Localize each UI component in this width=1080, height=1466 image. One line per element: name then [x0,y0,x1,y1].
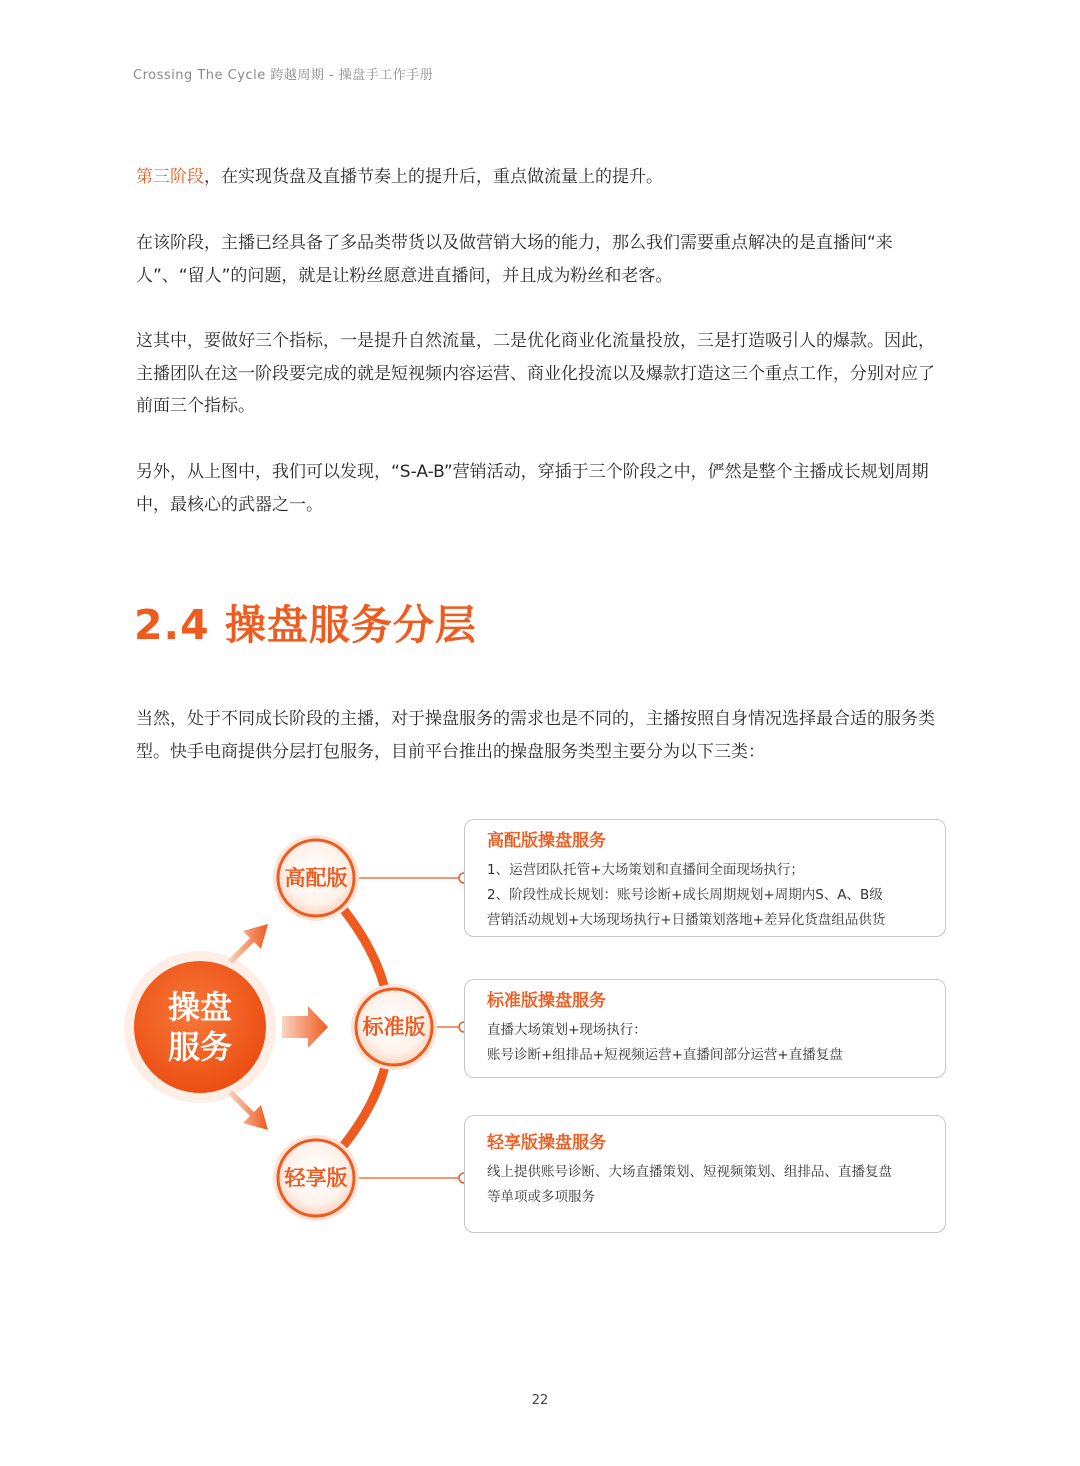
section-intro: 当然，处于不同成长阶段的主播，对于操盘服务的需求也是不同的，主播按照自身情况选择最合适的服务类型。快手电商提供分层打包服务，目前平台推出的操盘服务类型主要分为以下三类： [136,709,935,762]
paragraph-indicators: 这其中，要做好三个指标，一是提升自然流量，二是优化商业化流量投放，三是打造吸引人的爆款。因此，主播团队在这一阶段要完成的就是短视频内容运营、商业化投流以及爆款打造这三个重点工作，分别对应了前面三个指标。 [136,331,935,416]
page-number: 22 [531,1393,549,1408]
arrow-right-icon [282,1006,328,1048]
tier-box-line: 线上提供账号诊断、大场直播策划、短视频策划、组排品、直播复盘 [487,1164,892,1180]
center-label-line2: 服务 [167,1028,232,1066]
tier-box-title: 轻享版操盘服务 [487,1133,606,1153]
center-label-line1: 操盘 [167,988,232,1026]
center-label [140,987,260,1067]
tier-box-line: 营销活动规划+大场现场执行+日播策划落地+差异化货盘组品供货 [487,912,886,928]
tier-label-high: 高配版 [284,866,348,890]
paragraph-sab: 另外，从上图中，我们可以发现，“S-A-B”营销活动，穿插于三个阶段之中，俨然是整个主播成长规划周期中，最核心的武器之一。 [136,462,929,515]
tier-box-high [464,819,946,937]
section-title: 2.4 操盘服务分层 [134,601,477,649]
tier-box-line: 直播大场策划+现场执行： [487,1022,647,1038]
stage-highlight: 第三阶段 [136,167,204,187]
tier-box-line: 1、运营团队托管+大场策划和直播间全面现场执行； [487,862,804,878]
paragraph-stage-detail: 在该阶段，主播已经具备了多品类带货以及做营销大场的能力，那么我们需要重点解决的是直播间“来人”、“留人”的问题，就是让粉丝愿意进直播间，并且成为粉丝和老客。 [136,233,893,286]
running-header: Crossing The Cycle 跨越周期 - 操盘手工作手册 [133,68,434,83]
tier-box-title: 标准版操盘服务 [487,991,606,1011]
tier-box-line: 2、阶段性成长规划：账号诊断+成长周期规划+周期内S、A、B级 [487,887,883,903]
tier-box-title: 高配版操盘服务 [487,831,606,851]
stage-text: ，在实现货盘及直播节奏上的提升后，重点做流量上的提升。 [204,167,663,187]
service-tier-diagram [0,800,1080,1250]
arrow-up-right-icon [228,924,268,964]
tier-box-line: 账号诊断+组排品+短视频运营+直播间部分运营+直播复盘 [487,1047,843,1063]
paragraph-stage-three [136,161,946,194]
tier-box-line: 等单项或多项服务 [487,1189,595,1205]
tier-box-light [464,1115,946,1233]
tier-label-light: 轻享版 [284,1166,348,1190]
tier-label-standard: 标准版 [362,1015,426,1039]
arrow-down-right-icon [228,1090,268,1130]
tier-box-standard [464,979,946,1078]
